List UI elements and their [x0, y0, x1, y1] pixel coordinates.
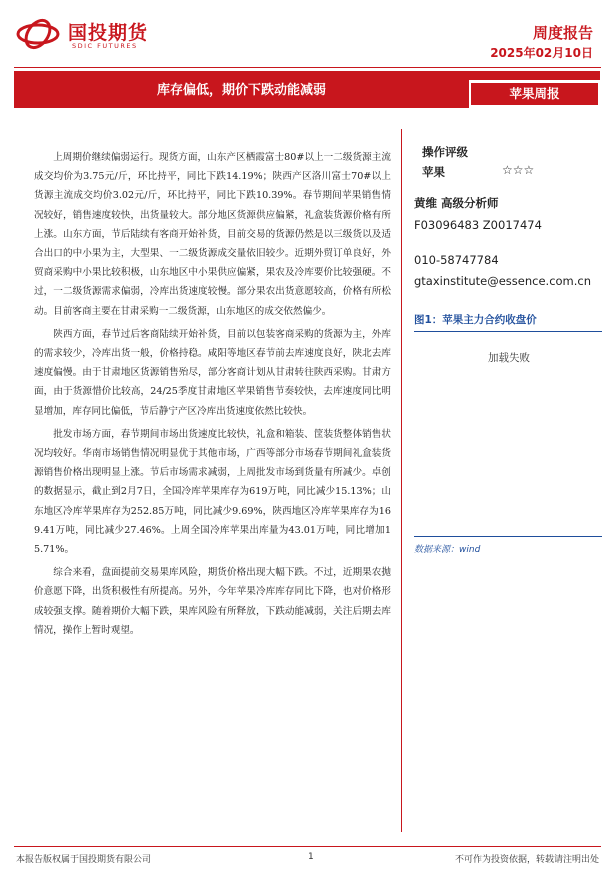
analyst-license-ids: F03096483 Z0017474 [414, 218, 542, 232]
page-number: 1 [308, 852, 314, 862]
report-date: 2025年02月10日 [490, 46, 593, 60]
rating-heading: 操作评级 [422, 145, 468, 159]
footer-copyright: 本报告版权属于国投期货有限公司 [16, 855, 152, 865]
company-logo [16, 14, 176, 54]
report-type: 周度报告 [532, 24, 593, 42]
body-paragraph: 批发市场方面，春节期间市场出货速度比较快，礼盒和箱装、筐装货整体销售状况均较好。华南市场销售情况明显优于其他市场，广西等部分市场春节期间礼盒装货源销售价格出现明显上涨。节后市场需求减弱，上周批发市场到货量有所减少。卓创的数据显示，截止到2月7日，全国冷库苹果库存为619万吨，同比减少15.13%；山东地区冷库苹果库存为252.85万吨，同比减少9.69%，陕西地区冷库苹果库存为169.41万吨，同比减少27.46%。上周全国冷库苹果出库量为43.01万吨，同比增加15.71%。 [34, 428, 391, 556]
analyst-name: 黄维 高级分析师 [414, 196, 499, 210]
figure-title: 图1：苹果主力合约收盘价 [414, 314, 537, 326]
figure-top-rule [414, 331, 602, 332]
body-paragraph: 上周期价继续偏弱运行。现货方面，山东产区栖霞富士80#以上一二级货源主流成交均价为3.75元/斤，环比持平，同比下跌14.19%；陕西产区洛川富士70#以上货源主流成交均价3.02元/斤，环比持平，同比下跌10.39%。春节期间苹果销售情况较好，销售速度较快，出货量较大。部分地区货源供应偏紧，礼盒装货源价格有所上涨。山东方面，节后陆续有客商开始补货，目前交易的货源仍然是以三级货以及适合出口的中小果为主，大型果、一二级货源成交量依旧较少。近期外贸订单良好，外贸商采购中小果比较积极，山东地区中小果供应偏紧，果农及冷库要价比较强硬。不过，一二级货源需求偏弱，冷库出货速度较慢。部分果农出货意愿较高，价格有所松动。目前客商主要在甘肃采购一二级货源，山东地区的成交依然偏少。 [34, 152, 391, 317]
body-paragraph: 陕西方面，春节过后客商陆续开始补货，目前以包装客商采购的货源为主，外库的需求较少，冷库出货一般，价格持稳。咸阳等地区春节前去库速度良好，陕北去库速度偏慢。由于甘肃地区货源销售殆尽，部分客商计划从甘肃转往陕西采购。甘肃方面，由于货源惜价比较高，24/25季度甘肃地区苹果销售节奏较快，去库速度同比明显增加，库存同比偏低，节后静宁产区冷库出货速度依然比较快。 [34, 328, 391, 417]
report-body [34, 148, 391, 644]
column-divider [401, 129, 402, 832]
analyst-phone: 010-58747784 [414, 253, 499, 267]
title-banner [14, 71, 600, 108]
analyst-email: gtaxinstitute@essence.com.cn [414, 274, 592, 288]
report-category-tab [469, 80, 600, 108]
footer-divider [14, 846, 601, 847]
report-title: 库存偏低，期价下跌动能减弱 [156, 83, 326, 98]
figure-load-failed: 加载失败 [488, 352, 530, 364]
report-category-label: 苹果周报 [471, 83, 598, 105]
logo-text-cn: 国投期货 [68, 22, 149, 44]
figure-bottom-rule [414, 536, 602, 537]
rating-commodity: 苹果 [422, 165, 445, 179]
body-paragraph: 综合来看，盘面提前交易果库风险，期货价格出现大幅下跌。不过，近期果农抛价意愿下降，出货积极性有所提高。另外，今年苹果冷库库存同比下降，也对价格形成较强支撑。随着期价大幅下跌，果库风险有所释放，下跌动能减弱，关注后期去库情况，操作上暂时观望。 [34, 567, 391, 636]
figure-source: 数据来源：wind [414, 545, 481, 555]
header-divider [14, 67, 601, 68]
logo-text-en: SDIC FUTURES [72, 42, 138, 50]
rating-stars: ☆☆☆ [502, 163, 535, 177]
logo-mark-icon [16, 16, 60, 52]
footer-disclaimer: 不可作为投资依据，转载请注明出处 [454, 855, 599, 865]
